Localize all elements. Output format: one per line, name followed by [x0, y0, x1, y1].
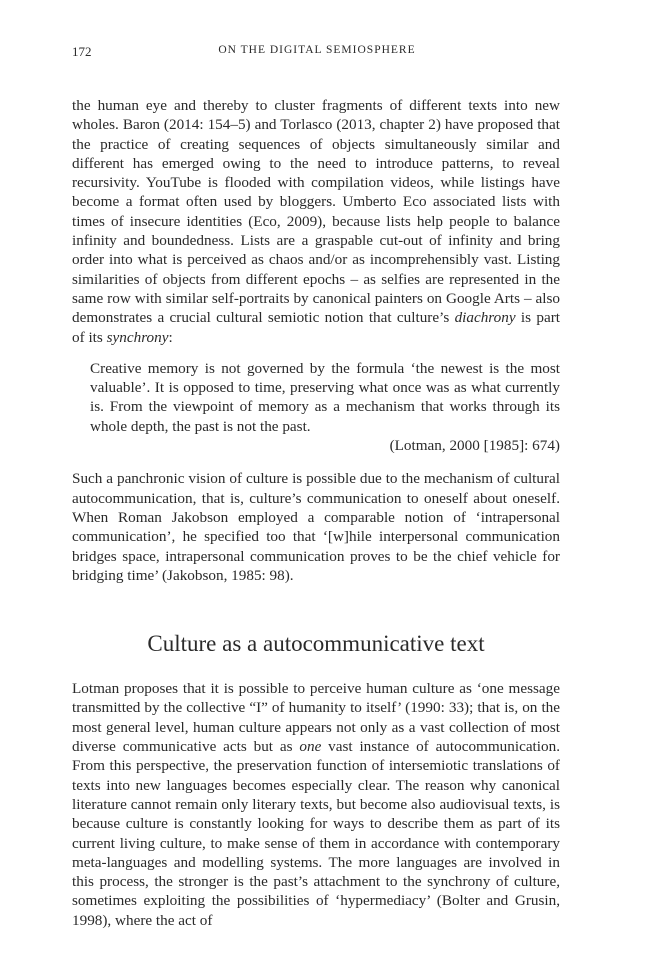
page-body [72, 96, 560, 930]
section-heading: Culture as a autocommunicative text [147, 631, 485, 657]
page-number: 172 [72, 44, 92, 59]
running-header [72, 44, 562, 64]
paragraph-3-text-2: vast instance of autocommunication. From this perspective, the preservation function of intersemiotic translations of texts into new languages becomes especially clear. The reason why canonical literature cannot remain only literary texts, but become also audiovisual texts, is because culture is constantly looking for ways to describe them as part of its current living culture, to make sense of them in accordance with contemporary meta-languages and modelling systems. The more languages are involved in this process, the stronger is the past’s attachment to the synchrony of culture, sometimes exploiting the possibilities of ‘hypermediacy’ (Bolter and Grusin, 1998), where the act of [72, 738, 560, 929]
paragraph-2: Such a panchronic vision of culture is possible due to the mechanism of cultural autocommunication, that is, culture’s communication to oneself about oneself. When Roman Jakobson employed a comparable notion of ‘intrapersonal communication’, he specified too that ‘[w]hile interpersonal communication bridges space, intrapersonal communication proves to be the chief vehicle for bridging time’ (Jakobson, 1985: 98). [72, 470, 560, 584]
paragraph-1-text-2: is part of its [72, 309, 560, 346]
paragraph-1 [72, 96, 560, 347]
block-quote-text: Creative memory is not governed by the formula ‘the newest is the most valuable’. It is opposed to time, preserving what once was as what currently is. From the viewpoint of memory as a mechanism that works through its whole depth, the past is not the past. [90, 359, 560, 435]
block-quote-citation: (Lotman, 2000 [1985]: 674) [389, 437, 560, 455]
emphasis-diachrony: diachrony [454, 309, 516, 327]
paragraph-3-text: Lotman proposes that it is possible to perceive human culture as ‘one message transmitted by the collective “I” of humanity to itself’ (1990: 33); that is, on the most general level, human culture appears not only as a vast collection of most diverse communicative acts but as [72, 680, 560, 756]
emphasis-synchrony: synchrony [106, 328, 169, 346]
paragraph-3 [72, 679, 560, 930]
paragraph-1-text: the human eye and thereby to cluster fragments of different texts into new wholes. Baron (2014: 154–5) and Torlasco (2013, chapter 2) have proposed that the practice of creating sequences of objects simultaneously similar and different has emerged owing to the need to introduce patterns, to reveal recursivity. YouTube is flooded with compilation videos, while listings have become a format often used by bloggers. Umberto Eco associated lists with times of insecure identities (Eco, 2009), because lists help people to balance infinity and boundedness. Lists are a graspable cut-out of infinity and bring order into what is perceived as chaos and/or as incomprehensibly vast. Listing similarities of objects from different epochs – as selfies are represented in the same row with similar self-portraits by canonical painters on Google Arts – also demonstrates a crucial cultural semiotic notion that culture’s [72, 97, 560, 327]
running-head-title: ON THE DIGITAL SEMIOSPHERE [218, 44, 416, 56]
block-quote [90, 359, 560, 455]
emphasis-one: one [299, 738, 322, 756]
paragraph-1-text-3: : [168, 328, 173, 346]
